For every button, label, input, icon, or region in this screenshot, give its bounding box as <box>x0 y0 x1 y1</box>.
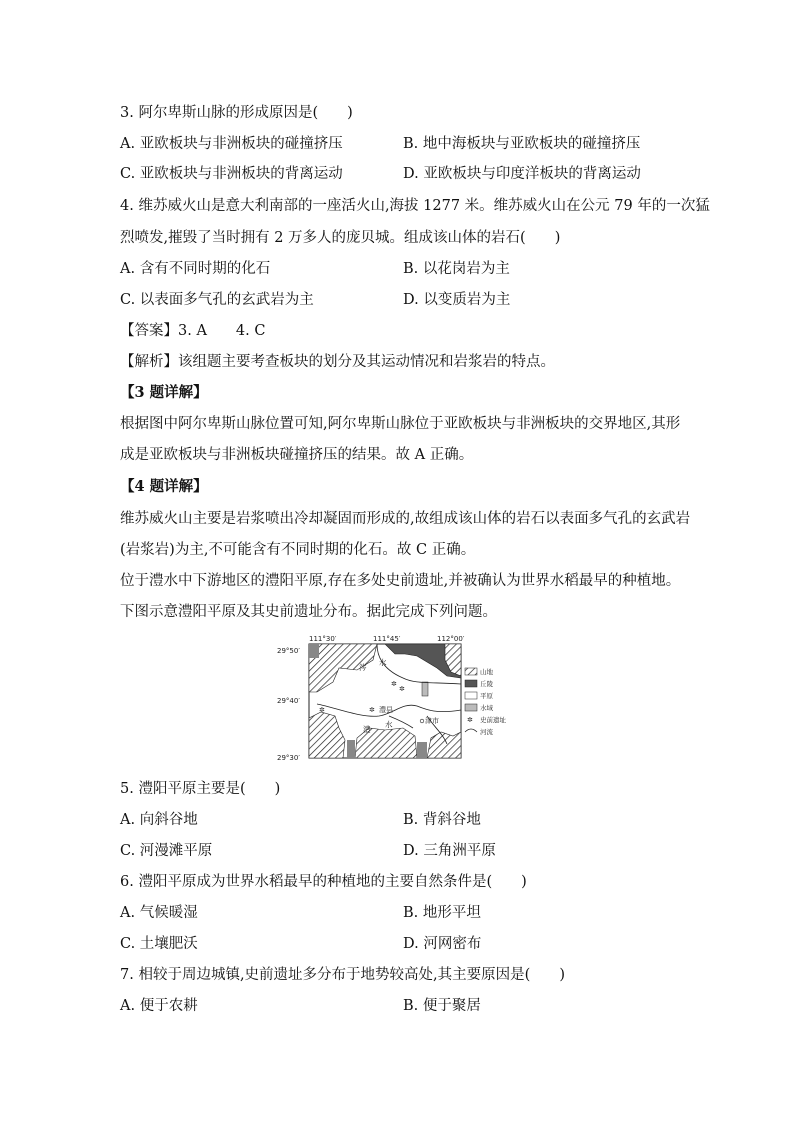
q3-option-d: D. 亚欧板块与印度洋板块的背离运动 <box>403 166 641 182</box>
detail3-line2: 成是亚欧板块与非洲板块碰撞挤压的结果。故 A 正确。 <box>120 447 474 463</box>
site-icon: ✲ <box>391 680 397 688</box>
q7-stem: 7. 相较于周边城镇,史前遗址多分布于地势较高处,其主要原因是( ) <box>120 967 565 983</box>
legend-site-icon: ✲ <box>467 716 473 724</box>
q6-option-c: C. 土壤肥沃 <box>120 936 198 952</box>
map-legend <box>465 667 507 736</box>
detail4-title: 【4 题详解】 <box>120 478 208 495</box>
detail4-line1: 维苏威火山主要是岩浆喷出冷却凝固而形成的,故组成该山体的岩石以表面多气孔的玄武岩 <box>120 511 691 527</box>
hill-area-s <box>347 740 355 758</box>
q3-option-b: B. 地中海板块与亚欧板块的碰撞挤压 <box>403 136 641 152</box>
detail4-line2: (岩浆岩)为主,不可能含有不同时期的化石。故 C 正确。 <box>120 542 476 558</box>
q4-option-b: B. 以花岗岩为主 <box>403 261 510 277</box>
liyang-plain-map <box>277 632 521 764</box>
intro-line1: 位于澧水中下游地区的澧阳平原,存在多处史前遗址,并被确认为世界水稻最早的种植地。 <box>120 573 681 589</box>
analysis-line: 【解析】该组题主要考查板块的划分及其运动情况和岩浆岩的特点。 <box>120 354 555 370</box>
q6-option-a: A. 气候暖湿 <box>120 905 198 921</box>
legend-river-icon <box>465 729 477 732</box>
water-area <box>422 682 428 696</box>
place-jinshi: 津市 <box>425 717 439 725</box>
place-shui-1: 水 <box>379 658 387 667</box>
q7-option-b: B. 便于聚居 <box>403 998 481 1014</box>
q4-option-c: C. 以表面多气孔的玄武岩为主 <box>120 292 314 308</box>
q3-option-c: C. 亚欧板块与非洲板块的背离运动 <box>120 166 343 182</box>
q3-stem: 3. 阿尔卑斯山脉的形成原因是( ) <box>120 105 353 121</box>
q5-option-a: A. 向斜谷地 <box>120 812 198 828</box>
map-body <box>309 644 461 758</box>
q6-stem: 6. 澧阳平原成为世界水稻最早的种植地的主要自然条件是( ) <box>120 874 527 890</box>
lon-label-1: 111°30′ <box>309 635 337 643</box>
place-cen: 涔 <box>359 663 367 672</box>
lat-label-2: 29°40′ <box>277 697 300 705</box>
legend-river: 河流 <box>480 728 493 736</box>
answer-line: 【答案】3. A 4. C <box>120 323 266 339</box>
q4-option-a: A. 含有不同时期的化石 <box>120 261 271 277</box>
detail3-title: 【3 题详解】 <box>120 384 208 401</box>
legend-water: 水域 <box>480 704 493 712</box>
site-icon: ✲ <box>319 706 325 714</box>
place-li: 澧 <box>363 725 371 734</box>
legend-plain-icon <box>465 692 477 699</box>
detail3-line1: 根据图中阿尔卑斯山脉位置可知,阿尔卑斯山脉位于亚欧板块与非洲板块的交界地区,其形 <box>120 416 681 432</box>
legend-plain: 平原 <box>480 692 493 700</box>
q3-option-a: A. 亚欧板块与非洲板块的碰撞挤压 <box>120 136 343 152</box>
q7-option-a: A. 便于农耕 <box>120 998 198 1014</box>
q5-option-c: C. 河漫滩平原 <box>120 843 213 859</box>
q5-option-b: B. 背斜谷地 <box>403 812 481 828</box>
place-lixian: 澧县 <box>379 706 393 714</box>
legend-mountain-icon <box>465 668 477 675</box>
intro-line2: 下图示意澧阳平原及其史前遗址分布。据此完成下列问题。 <box>120 604 497 620</box>
legend-hill-icon <box>465 680 477 687</box>
legend-site: 史前遗址 <box>480 716 506 724</box>
q4-stem-line2: 烈喷发,摧毁了当时拥有 2 万多人的庞贝城。组成该山体的岩石( ) <box>120 230 561 246</box>
site-icon: ✲ <box>369 706 375 714</box>
place-shui-2: 水 <box>385 720 393 729</box>
q5-stem: 5. 澧阳平原主要是( ) <box>120 781 281 797</box>
hill-area-corner <box>309 644 319 658</box>
q6-option-b: B. 地形平坦 <box>403 905 481 921</box>
lat-label-1: 29°50′ <box>277 647 300 655</box>
q5-option-d: D. 三角洲平原 <box>403 843 496 859</box>
q6-option-d: D. 河网密布 <box>403 936 482 952</box>
q4-stem-line1: 4. 维苏威火山是意大利南部的一座活火山,海拔 1277 米。维苏威火山在公元 79 年的一次猛 <box>120 198 710 214</box>
q4-option-d: D. 以变质岩为主 <box>403 292 511 308</box>
legend-hill: 丘陵 <box>480 680 493 688</box>
legend-water-icon <box>465 704 477 711</box>
site-icon: ✲ <box>399 685 405 693</box>
legend-mountain: 山地 <box>480 668 493 676</box>
hill-area-se <box>417 742 427 758</box>
lat-label-3: 29°30′ <box>277 754 300 762</box>
lon-label-3: 112°00′ <box>437 635 465 643</box>
lon-label-2: 111°45′ <box>373 635 401 643</box>
